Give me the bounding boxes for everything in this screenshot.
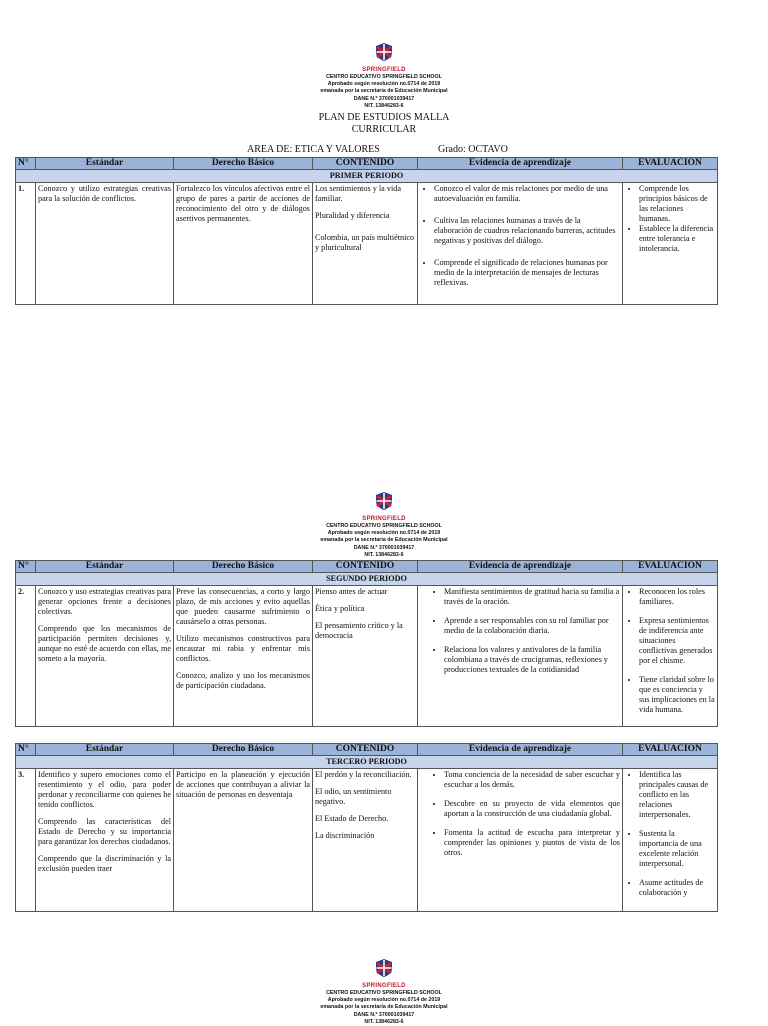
estandar-text: Conozco y utilizo estrategias creativas para la solución de conflictos. [38,184,171,203]
title-line-1: PLAN DE ESTUDIOS MALLA [318,112,450,123]
approval-text: Aprobado según resolución no.0714 de 2019 [327,530,441,537]
col-contenido: CONTENIDO [313,158,418,170]
dane-text: DANE N.º 370001039417 [353,1011,415,1018]
row-number: 1. [16,183,36,305]
col-num: N° [16,561,36,573]
col-contenido: CONTENIDO [313,744,418,756]
table-row [16,183,718,305]
estandar-text: Conozco y uso estrategias creativas para generar opciones frente a decisiones colectivas. [38,587,171,616]
school-name: CENTRO EDUCATIVO SPRINGFIELD SCHOOL [326,74,442,80]
evaluacion-item: • Reconocen los roles familiares. [639,587,715,607]
evidencia-item: • Fomenta la actitud de escucha para interpretar y comprender las opiniones y puntos de vista de los otros. [444,828,620,858]
contenido-item: El odio, un sentimiento negativo. [315,787,392,806]
table-header-row [16,561,718,573]
page-title [0,112,768,136]
contenido-item: Pluralidad y diferencia [315,211,390,220]
col-evidencia: Evidencia de aprendizaje [418,158,623,170]
school-brand: SPRINGFIELD [362,516,406,522]
col-evaluacion: EVALUACION [623,158,718,170]
evidencia-item: • Toma conciencia de la necesidad de saber escuchar y escuchar a los demás. [444,770,620,790]
contenido-item: El pensamiento crítico y la democracia [315,621,403,640]
contenido-cell [313,769,418,912]
issuer-text: emanada por la secretaría de Educación Municipal [320,1004,448,1011]
issuer-text: emanada por la secretaría de Educación Municipal [320,88,448,95]
evaluacion-item: • Comprende los principios básicos de las relaciones humanas. [639,184,715,224]
evaluacion-item: • Expresa sentimientos de indiferencia ante situaciones conflictivas generados por el chisme. [639,616,715,666]
evidencia-item: • Comprende el significado de relaciones humanas por medio de la interpretación de mensajes de lecturas reflexivas. [434,258,620,288]
evidencia-cell [418,586,623,727]
period-title: SEGUNDO PERIODO [16,573,718,586]
estandar-cell [36,183,174,305]
col-estandar: Estándar [36,158,174,170]
evidencia-cell [418,183,623,305]
col-estandar: Estándar [36,561,174,573]
dane-text: DANE N.º 370001039417 [353,95,415,102]
table-row [16,586,718,727]
contenido-item: La discriminación [315,831,375,840]
derecho-text: Conozco, analizo y uso los mecanismos de participación ciudadana. [176,671,310,690]
evaluacion-cell [623,586,718,727]
grade-label: Grado: OCTAVO [438,144,508,155]
period-title-row [16,573,718,586]
evidencia-item: • Aprende a ser responsables con su rol familiar por medio de la colaboración diaria. [444,616,620,636]
estandar-cell [36,586,174,727]
col-evaluacion: EVALUACION [623,561,718,573]
estandar-text: Comprendo que los mecanismos de participación permiten decisiones y, aunque no esté de acuerdo con ellas, me someto a la mayoría. [38,624,171,663]
col-derecho: Derecho Básico [174,158,313,170]
school-header-3 [0,958,768,1026]
period-title: PRIMER PERIODO [16,170,718,183]
table-row [16,769,718,912]
evaluacion-item: • Asume actitudes de colaboración y [639,878,715,898]
issuer-text: emanada por la secretaría de Educación Municipal [320,537,448,544]
evaluacion-item: • Establece la diferencia entre tolerancia e intolerancia. [639,224,715,254]
evidencia-item: • Cultiva las relaciones humanas a través de la elaboración de cuadros relacionando barreras, actitudes negativas y positivas del diálogo. [434,216,620,246]
school-brand: SPRINGFIELD [362,983,406,989]
contenido-item: El perdón y la reconciliación. [315,770,412,779]
derecho-cell [174,769,313,912]
dane-text: DANE N.º 370001039417 [353,544,415,551]
contenido-item: Los sentimientos y la vida familiar. [315,184,401,203]
col-evidencia: Evidencia de aprendizaje [418,561,623,573]
col-evaluacion: EVALUACION [623,744,718,756]
table-header-row [16,158,718,170]
estandar-text: Comprendo las características del Estado de Derecho y su importancia para garantizar los derechos ciudadanos. [38,817,171,846]
title-line-2: CURRICULAR [351,124,417,135]
derecho-text: Utilizo mecanismos constructivos para encauzar mi rabia y enfrentar mis conflictos. [176,634,310,663]
contenido-cell [313,586,418,727]
area-label: AREA DE: ETICA Y VALORES [247,144,380,155]
period-title-row [16,756,718,769]
school-crest-icon [374,491,394,511]
evidencia-cell [418,769,623,912]
contenido-item: Colombia, un país multiétnico y pluricultural [315,233,415,252]
evaluacion-item: • Tiene claridad sobre lo que es conciencia y sus implicaciones en la vida humana. [639,675,715,715]
school-crest-icon [374,958,394,978]
row-number: 3. [16,769,36,912]
col-num: N° [16,158,36,170]
nit-text: NIT. 13846283-6 [364,551,404,558]
derecho-text: Fortalezco los vínculos afectivos entre el grupo de pares a partir de acciones de reconocimiento del otro y de diálogos asertivos permanentes. [176,184,310,223]
derecho-cell [174,183,313,305]
estandar-text: Comprendo que la discriminación y la exclusión pueden traer [38,854,171,873]
nit-text: NIT. 13846283-6 [364,1018,404,1025]
evidencia-item: • Conozco el valor de mis relaciones por medio de una autoevaluación en familia. [434,184,620,204]
approval-text: Aprobado según resolución no.0714 de 2019 [327,997,441,1004]
estandar-text: Identifico y supero emociones como el resentimiento y el odio, para poder perdonar y reconciliarme con quienes he tenido conflictos. [38,770,171,809]
school-name: CENTRO EDUCATIVO SPRINGFIELD SCHOOL [326,523,442,529]
col-contenido: CONTENIDO [313,561,418,573]
estandar-cell [36,769,174,912]
nit-text: NIT. 13846283-6 [364,102,404,109]
contenido-item: Ética y política [315,604,365,613]
school-header-2 [0,491,768,559]
evaluacion-cell [623,183,718,305]
evaluacion-cell [623,769,718,912]
approval-text: Aprobado según resolución no.0714 de 2019 [327,81,441,88]
evaluacion-item: • Identifica las principales causas de conflicto en las relaciones interpersonales. [639,770,715,820]
table-header-row [16,744,718,756]
period-title-row [16,170,718,183]
period-2-table [15,560,718,727]
contenido-item: El Estado de Derecho. [315,814,389,823]
school-name: CENTRO EDUCATIVO SPRINGFIELD SCHOOL [326,990,442,996]
school-brand: SPRINGFIELD [362,67,406,73]
col-evidencia: Evidencia de aprendizaje [418,744,623,756]
col-estandar: Estándar [36,744,174,756]
evidencia-item: • Descubre en su proyecto de vida elementos que aportan a la construcción de una ciudadanía global. [444,799,620,819]
period-3-table [15,743,718,912]
school-crest-icon [374,42,394,62]
period-title: TERCERO PERIODO [16,756,718,769]
col-derecho: Derecho Básico [174,561,313,573]
school-header-1 [0,42,768,110]
evidencia-item: • Manifiesta sentimientos de gratitud hacia su familia a través de la oración. [444,587,620,607]
derecho-cell [174,586,313,727]
period-1-table [15,157,718,305]
evidencia-item: • Relaciona los valores y antivalores de la familia colombiana a través de crucigramas, reflexiones y producciones textuales de la cotidianidad [444,645,620,675]
derecho-text: Participo en la planeación y ejecución de acciones que contribuyan a aliviar la situación de personas en desventaja [176,770,310,799]
contenido-cell [313,183,418,305]
row-number: 2. [16,586,36,727]
col-num: N° [16,744,36,756]
derecho-text: Preve las consecuencias, a corto y largo plazo, de mis acciones y evito aquellas que pueden causarme sufrimiento o causárselo a otras personas. [176,587,310,626]
contenido-item: Pienso antes de actuar [315,587,388,596]
evaluacion-item: • Sustenta la importancia de una excelente relación interpersonal. [639,829,715,869]
col-derecho: Derecho Básico [174,744,313,756]
